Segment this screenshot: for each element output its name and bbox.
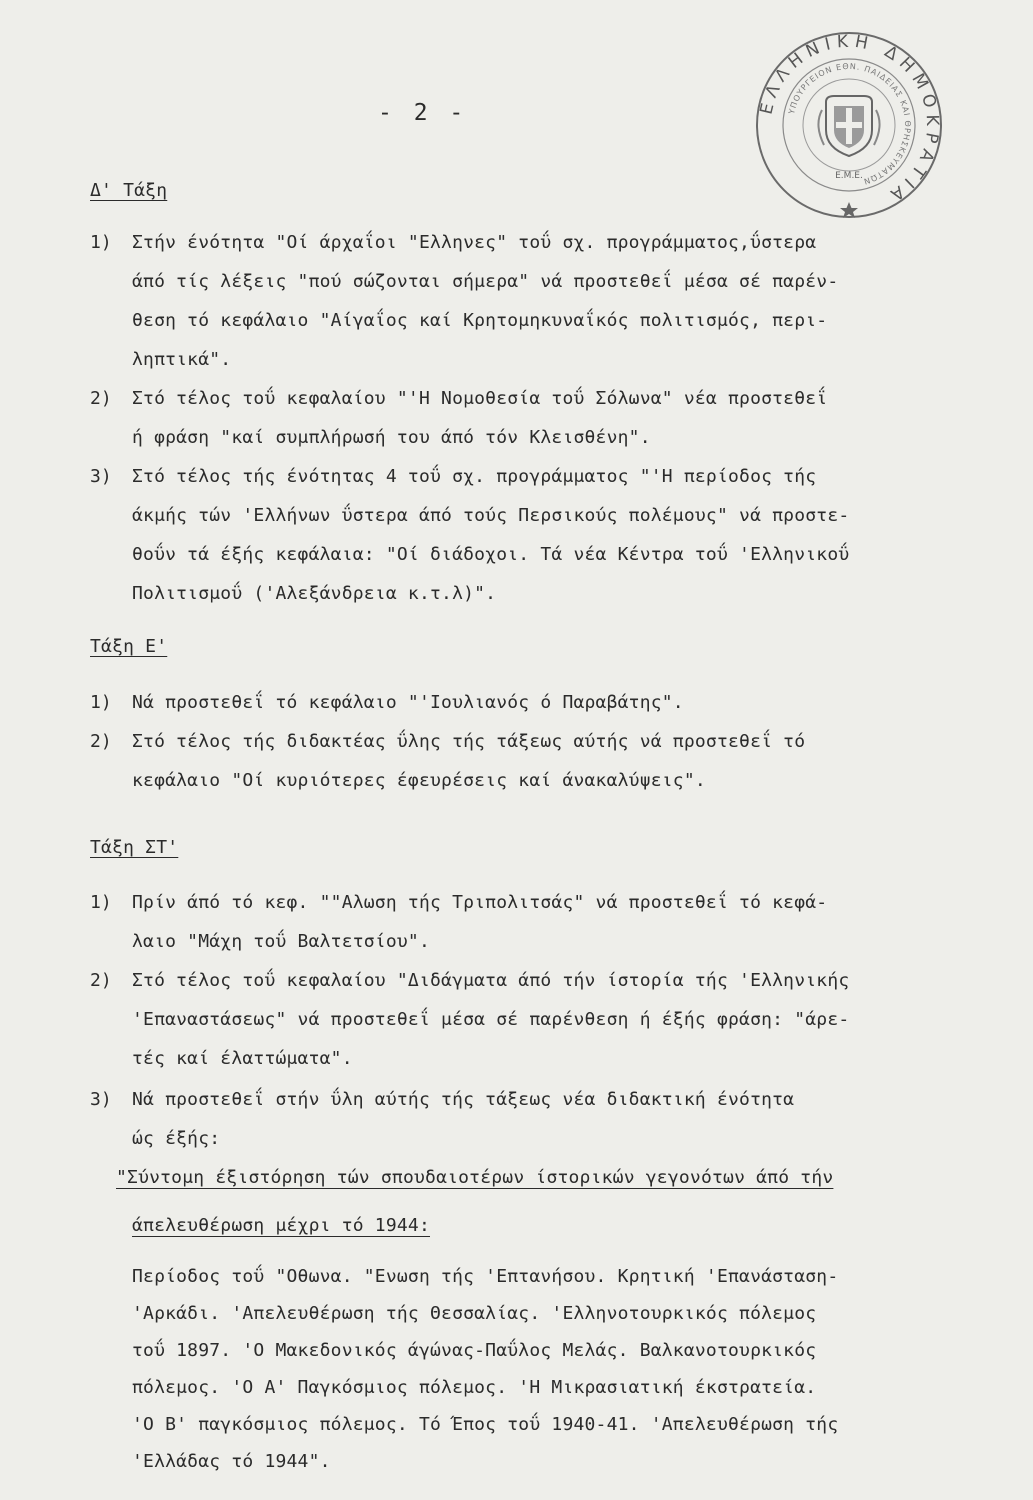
item-text-line: Στό τέλος τοΰ κεφαλαίου "'Η Νομοθεσία τοΰ Σόλωνα" νέα προστεθεΐ: [132, 388, 828, 409]
item-text-line: Νά προστεθεΐ τό κεφάλαιο "'Ιουλιανός ό Παραβάτης".: [132, 692, 684, 713]
item-text-line: Στό τέλος τοΰ κεφαλαίου "Διδάγματα άπό τήν ίστορία τής 'Ελληνικής: [132, 970, 850, 991]
item-text-line: άκμής τών 'Ελλήνων ΰστερα άπό τούς Περσικούς πολέμους" νά προστε-: [132, 505, 850, 526]
item-text-line: Πολιτισμοΰ ('Αλεξάνδρεια κ.τ.λ)".: [132, 583, 497, 604]
item-number: 1): [90, 692, 112, 713]
item-number: 3): [90, 466, 112, 487]
section-st-heading: Τάξη ΣΤ': [90, 837, 179, 858]
official-stamp-seal: [754, 30, 944, 220]
item-text-line: άπό τίς λέξεις "πού σώζονται σήμερα" νά προστεθεΐ μέσα σέ παρέν-: [132, 271, 839, 292]
new-unit-body-line: 'Αρκάδι. 'Απελευθέρωση τής Θεσσαλίας. 'Ελληνοτουρκικός πόλεμος: [132, 1303, 817, 1324]
item-text-line: Στήν ένότητα "Οί άρχαΐοι "Ελληνες" τοΰ σχ. προγράμματος,ΰστερα: [132, 232, 817, 253]
item-text-line: λαιο "Μάχη τοΰ Βαλτετσίου".: [132, 931, 430, 952]
new-unit-body-line: 'Ελλάδας τό 1944".: [132, 1451, 331, 1472]
stamp-outer-text: ΕΛΛΗΝΙΚΗ ΔΗΜΟΚΡΑΤΙΑ: [756, 31, 943, 208]
item-text-line: Στό τέλος τής διδακτέας ΰλης τής τάξεως αύτής νά προστεθεΐ τό: [132, 731, 806, 752]
item-number: 1): [90, 892, 112, 913]
item-number: 1): [90, 232, 112, 253]
item-text-line: ώς έξής:: [132, 1128, 221, 1149]
new-unit-body-line: πόλεμος. 'Ο Α' Παγκόσμιος πόλεμος. 'Η Μικρασιατική έκστρατεία.: [132, 1377, 817, 1398]
item-text-line: Πρίν άπό τό κεφ. ""Αλωση τής Τριπολιτσάς" νά προστεθεΐ τό κεφά-: [132, 892, 828, 913]
item-text-line: κεφάλαιο "Οί κυριότερες έφευρέσεις καί άνακαλύψεις".: [132, 770, 706, 791]
item-text-line: θεση τό κεφάλαιο "Αίγαΐος καί Κρητομηκυναΐκός πολιτισμός, περι-: [132, 310, 828, 331]
new-unit-body-line: 'Ο Β' παγκόσμιος πόλεμος. Τό Έπος τοΰ 1940-41. 'Απελευθέρωση τής: [132, 1414, 839, 1435]
item-text-line: 'Επαναστάσεως" νά προστεθεΐ μέσα σέ παρένθεση ή έξής φράση: "άρε-: [132, 1009, 850, 1030]
section-e-heading: Τάξη Ε': [90, 636, 168, 657]
coat-of-arms-icon: [818, 96, 879, 156]
item-text-line: Στό τέλος τής ένότητας 4 τοΰ σχ. προγράμματος "'Η περίοδος τής: [132, 466, 817, 487]
section-d-heading: Δ' Τάξη: [90, 180, 168, 201]
item-text-line: Νά προστεθεΐ στήν ΰλη αύτής τής τάξεως νέα διδακτική ένότητα: [132, 1089, 795, 1110]
item-text-line: θοΰν τά έξής κεφάλαια: "Οί διάδοχοι. Τά νέα Κέντρα τοΰ 'Ελληνικοΰ: [132, 544, 850, 565]
item-number: 3): [90, 1089, 112, 1110]
item-text-line: τές καί έλαττώματα".: [132, 1048, 353, 1069]
item-text-line: ληπτικά".: [132, 349, 232, 370]
stamp-inner-text: ΥΠΟΥΡΓΕΙΟΝ ΕΘΝ. ΠΑΙΔΕΙΑΣ ΚΑΙ ΘΡΗΣΚΕΥΜΑΤΩΝ: [787, 61, 913, 187]
item-number: 2): [90, 388, 112, 409]
new-unit-body-line: Περίοδος τοΰ "Οθωνα. "Ενωση τής 'Επτανήσου. Κρητική 'Επανάσταση-: [132, 1266, 839, 1287]
stamp-bottom-text: Ε.Μ.Ε.: [835, 171, 863, 181]
new-unit-title-line: άπελευθέρωση μέχρι τό 1944:: [132, 1215, 430, 1236]
item-text-line: ή φράση "καί συμπλήρωσή του άπό τόν Κλεισθένη".: [132, 427, 651, 448]
page-number: - 2 -: [378, 100, 468, 126]
new-unit-body-line: τοΰ 1897. 'Ο Μακεδονικός άγώνας-Παΰλος Μελάς. Βαλκανοτουρκικός: [132, 1340, 817, 1361]
new-unit-title-line: "Σύντομη έξιστόρηση τών σπουδαιοτέρων ίστορικών γεγονότων άπό τήν: [116, 1167, 834, 1188]
item-number: 2): [90, 970, 112, 991]
star-icon: [840, 202, 858, 218]
item-number: 2): [90, 731, 112, 752]
